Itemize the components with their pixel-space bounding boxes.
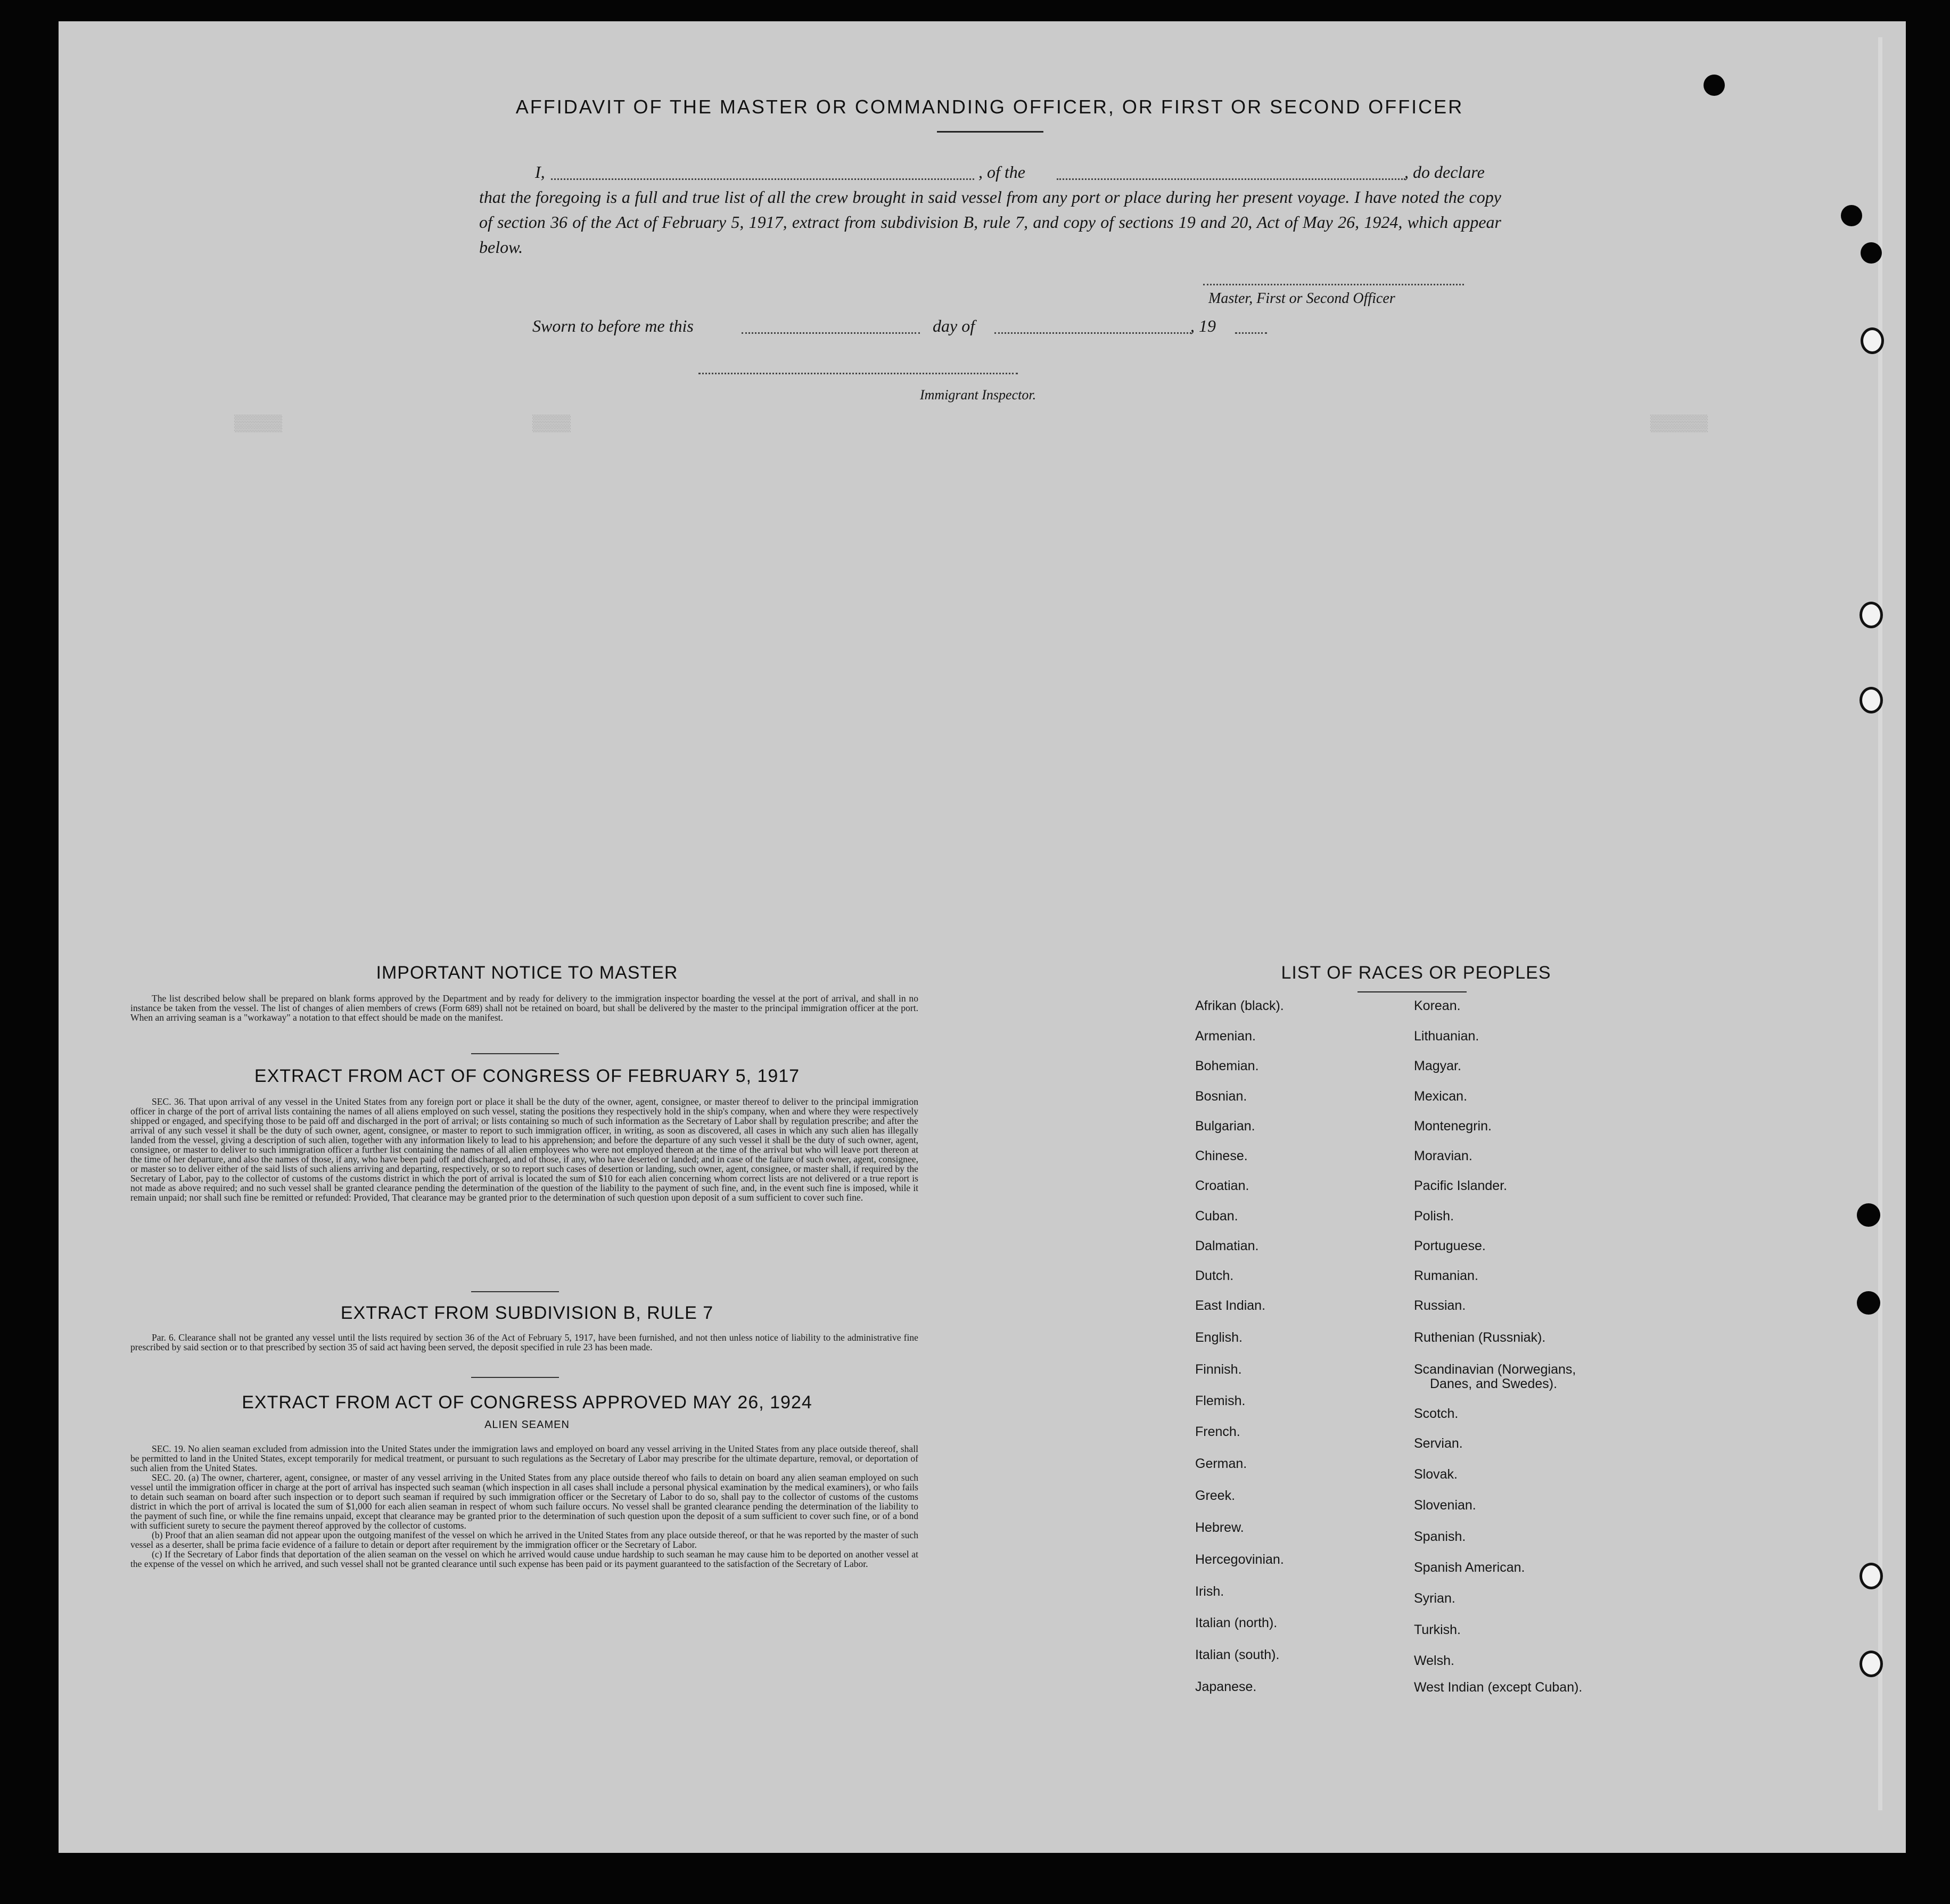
race-item: Polish. (1414, 1209, 1454, 1224)
race-item: Afrikan (black). (1195, 998, 1284, 1013)
race-item: Chinese. (1195, 1148, 1248, 1163)
binder-hole (1860, 1563, 1883, 1589)
declare-do-declare: , do declare (1404, 162, 1485, 182)
race-item: Moravian. (1414, 1148, 1472, 1163)
race-item: Montenegrin. (1414, 1119, 1492, 1134)
race-item: Danes, and Swedes). (1430, 1376, 1558, 1391)
binder-hole (1861, 327, 1884, 354)
race-item: Bosnian. (1195, 1089, 1247, 1104)
race-item: Lithuanian. (1414, 1029, 1479, 1044)
sworn-day-blank[interactable] (742, 332, 920, 334)
bleed-through-text: ▒▒▒▒▒▒ (1650, 415, 1708, 433)
extract-1917-section-label: SEC. 36. (152, 1096, 186, 1107)
race-item: East Indian. (1195, 1298, 1266, 1313)
race-item: West Indian (except Cuban). (1414, 1680, 1583, 1695)
race-item: Spanish American. (1414, 1560, 1525, 1575)
race-item: Syrian. (1414, 1591, 1455, 1606)
sec20a-text: SEC. 20. (a) The owner, charterer, agent, consignee, or master of any vessel arriving in the United States from any place outside thereof who fails to detain on board any alien seaman employed on such vessel until the immigration officer in charge at the port of arrival has inspected such seaman (which inspection in all cases shall include a personal physical examination by the medical examiners), or who fails to detain such seaman on board after such inspection or to deport such seaman if required by such immigration officer or the Secretary of Labor to do so, shall pay to the collector of customs of the customs district in which the port of arrival is located the sum of $1,000 for each alien seaman in respect of whom such failure occurs. No vessel shall be granted clearance pending the determination of the liability to the payment of such fine, or while the fine remains unpaid, except that clearance may be granted prior to the determination of such question upon the deposit of a sum sufficient to cover such fine, or of a bond with sufficient surety to secure the payment thereof approved by the collector of customs. (130, 1472, 918, 1531)
race-item: Scotch. (1414, 1406, 1459, 1421)
race-item: Cuban. (1195, 1209, 1238, 1224)
race-item: Hebrew. (1195, 1520, 1244, 1535)
divider (471, 1377, 559, 1378)
sheet-edge (1878, 37, 1882, 1810)
race-item: Slovenian. (1414, 1498, 1476, 1513)
race-item: Welsh. (1414, 1653, 1454, 1668)
race-item: Flemish. (1195, 1393, 1246, 1408)
declare-of-the: , of the (978, 162, 1025, 182)
binder-hole (1857, 1203, 1880, 1227)
race-item: Italian (south). (1195, 1647, 1280, 1662)
notice-title: IMPORTANT NOTICE TO MASTER (376, 963, 678, 983)
affidavit-title: AFFIDAVIT OF THE MASTER OR COMMANDING OFFICER, OR FIRST OR SECOND OFFICER (515, 96, 1464, 118)
divider (471, 1291, 559, 1292)
races-title: LIST OF RACES OR PEOPLES (1281, 963, 1551, 983)
affidavit-paragraph: that the foregoing is a full and true list of all the crew brought in said vessel from any port or place during her present voyage. I have noted the copy of section 36 of the Act of February 5, 1917, extract from subdivision B, rule 7, and copy of sections 19 and 20, Act of May 26, 1924, which appear below. (479, 187, 1501, 257)
sec20c-text: (c) If the Secretary of Labor finds that deportation of the alien seaman on the vessel on which he arrived would cause undue hardship to such seaman he may cause him to be deported on another vessel at the expense of the vessel on which he arrived, and such vessel shall not be granted clearance until such expense has been paid or its payment guaranteed to the satisfaction of the Secretary of Labor. (130, 1549, 918, 1569)
year-prefix: , 19 (1190, 316, 1216, 335)
race-item: Italian (north). (1195, 1615, 1278, 1630)
extract-1917-text (130, 1097, 918, 1202)
sworn-before-label: Sworn to before me this (532, 316, 694, 335)
race-item: Bohemian. (1195, 1058, 1259, 1073)
race-item: Dalmatian. (1195, 1238, 1259, 1253)
bleed-through-text: ▒▒▒▒ (532, 415, 571, 433)
binder-hole (1860, 1651, 1883, 1677)
race-item: Hercegovinian. (1195, 1552, 1284, 1567)
binder-hole (1841, 205, 1862, 226)
signature-blank[interactable] (1203, 284, 1464, 285)
extract-rule7-text: Par. 6. Clearance shall not be granted any vessel until the lists required by section 36 of the Act of February 5, 1917, have been furnished, and not then unless notice of liability to the administrative fine prescribed by said section or to that prescribed by section 35 of said act having been served, the deposit specified in rule 23 has been made. (130, 1332, 918, 1352)
races-title-rule (1357, 991, 1467, 992)
race-item: Rumanian. (1414, 1268, 1478, 1283)
extract-1917-title: EXTRACT FROM ACT OF CONGRESS OF FEBRUARY 5, 1917 (254, 1066, 800, 1086)
race-item: Bulgarian. (1195, 1119, 1255, 1134)
race-item: Ruthenian (Russniak). (1414, 1330, 1546, 1345)
race-item: Korean. (1414, 998, 1461, 1013)
binder-hole (1860, 687, 1883, 713)
race-item: Spanish. (1414, 1529, 1466, 1544)
race-item: Turkish. (1414, 1622, 1461, 1637)
year-blank[interactable] (1235, 332, 1267, 334)
sec20b-text: (b) Proof that an alien seaman did not appear upon the outgoing manifest of the vessel on which he arrived in the United States from any place outside thereof, or that he was reported by the master of such vessel as a deserter, shall be prima facie evidence of a failure to detain or deport after requirement by the immigration officer or the Secretary of Labor. (130, 1530, 918, 1550)
form-sheet (59, 21, 1906, 1853)
vessel-blank[interactable] (1057, 178, 1405, 180)
race-item: Slovak. (1414, 1467, 1458, 1482)
signature-label: Master, First or Second Officer (1208, 290, 1395, 307)
sec19-text: SEC. 19. No alien seaman excluded from admission into the United States under the immigration laws and employed on board any vessel arriving in the United States from any place outside thereof, shall be permitted to land in the United States, except temporarily for medical treatment, or pursuant to such regulations as the Secretary of Labor may prescribe for the ultimate departure, removal, or deportation of such alien from the United States. (130, 1443, 918, 1473)
divider (471, 1053, 559, 1054)
sworn-month-blank[interactable] (994, 332, 1191, 334)
extract-1924-title: EXTRACT FROM ACT OF CONGRESS APPROVED MAY 26, 1924 (242, 1392, 812, 1413)
race-item: Japanese. (1195, 1679, 1257, 1694)
binder-hole (1704, 75, 1725, 96)
notice-text: The list described below shall be prepared on blank forms approved by the Department and by ready for delivery to the immigration inspector boarding the vessel at the port of arrival, and shall in no instance be taken from the vessel. The list of changes of alien members of crews (Form 689) shall not be retained on board, but shall be delivered by the master to the principal immigration officer at the port. When an arriving seaman is a "workaway" a notation to that effect should be made on the manifest. (130, 993, 918, 1023)
title-rule (937, 131, 1043, 133)
race-item: Russian. (1414, 1298, 1466, 1313)
day-of-label: day of (933, 316, 975, 335)
race-item: Irish. (1195, 1584, 1224, 1599)
race-item: Croatian. (1195, 1178, 1249, 1193)
extract-1924-text (130, 1444, 918, 1569)
inspector-signature-blank[interactable] (698, 373, 1018, 374)
binder-hole (1857, 1291, 1880, 1315)
extract-1917-body: That upon arrival of any vessel in the United States from any foreign port or place it shall be the duty of the owner, agent, consignee, or master thereof to deliver to the principal immigration officer in charge of the port of arrival lists containing the names of all aliens employed on such vessel, stating the positions they respectively hold in the ship's company, when and where they were respectively shipped or engaged, and specifying those to be paid off and discharged in the port of arrival; or lists containing so much of such information as the Secretary of Labor shall by regulation prescribe; and after the arrival of any such vessel it shall be the duty of such owner, agent, consignee, or master to report to such immigration officer, in writing, as soon as discovered, all cases in which any such alien has illegally landed from the vessel, giving a description of such alien, together with any information likely to lead to his apprehension; and before the departure of any such vessel it shall be the duty of such owner, agent, consignee, or master to deliver to such immigration officer a further list containing the names of all alien employees who were not employed thereon at the time of the arrival but who will leave port thereon at the time of her departure, and also the names of those, if any, who have been paid off and discharged, and of those, if any, who have deserted or landed; and in case of the failure of such owner, agent, consignee, or master so to deliver either of the said lists of such aliens arriving and departing, respectively, or so to report such cases of desertion or landing, such owner, agent, consignee, or master shall, if required by the Secretary of Labor, pay to the collector of customs of the customs district in which the port of arrival is located the sum of $10 for each alien concerning whom correct lists are not delivered or a true report is not made as above required; and no such vessel shall be granted clearance pending the determination of the question of the liability to the payment of such fine, and, in the event such fine is imposed, while it remain unpaid; nor shall such fine be remitted or refunded: Provided, That clearance may be granted prior to the determination of such question upon deposit of a sum sufficient to cover such fine. (130, 1096, 918, 1203)
race-item: Finnish. (1195, 1362, 1242, 1377)
race-item: Armenian. (1195, 1029, 1256, 1044)
inspector-label: Immigrant Inspector. (920, 387, 1036, 403)
race-item: Scandinavian (Norwegians, (1414, 1362, 1576, 1377)
extract-rule7-title: EXTRACT FROM SUBDIVISION B, RULE 7 (340, 1303, 714, 1323)
binder-hole (1860, 602, 1883, 628)
race-item: Magyar. (1414, 1058, 1461, 1073)
extract-1924-subtitle: ALIEN SEAMEN (484, 1419, 570, 1431)
race-item: Mexican. (1414, 1089, 1468, 1104)
binder-hole (1861, 242, 1882, 264)
race-item: French. (1195, 1424, 1240, 1439)
race-item: Pacific Islander. (1414, 1178, 1508, 1193)
race-item: Portuguese. (1414, 1238, 1486, 1253)
declare-i: I, (535, 162, 545, 182)
race-item: Dutch. (1195, 1268, 1234, 1283)
race-item: Greek. (1195, 1488, 1236, 1503)
bleed-through-text: ▒▒▒▒▒ (234, 415, 283, 433)
name-blank[interactable] (551, 178, 974, 180)
race-item: German. (1195, 1456, 1247, 1471)
race-item: Servian. (1414, 1436, 1463, 1451)
race-item: English. (1195, 1330, 1243, 1345)
